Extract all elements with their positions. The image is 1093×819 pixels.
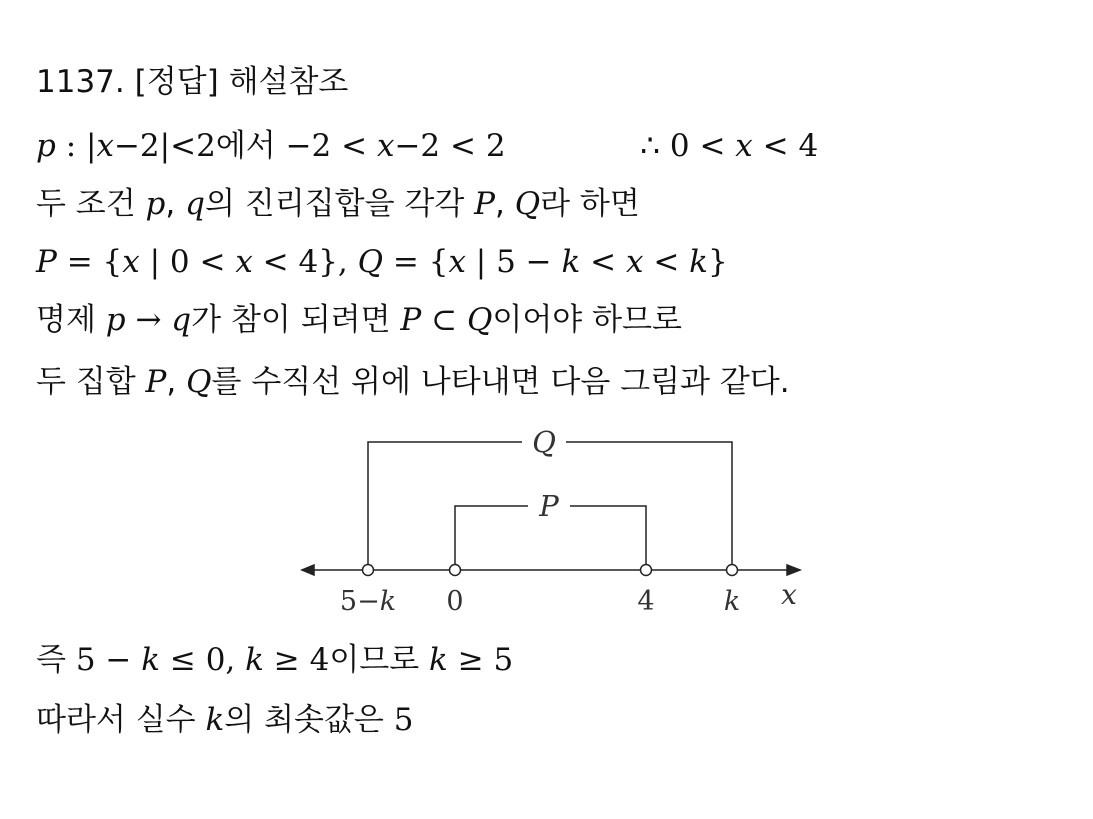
ineq-a: −2 < bbox=[285, 128, 377, 164]
text: 를 수직선 위에 나타내면 다음 그림과 같다. bbox=[211, 364, 790, 400]
set-Q: Q bbox=[466, 302, 493, 338]
open-point-k bbox=[727, 565, 738, 576]
line-inequality bbox=[36, 126, 818, 166]
text-eseo: 에서 bbox=[215, 128, 276, 164]
var-p: p bbox=[36, 128, 56, 164]
line-proposition bbox=[36, 300, 682, 340]
var-k: k bbox=[245, 642, 264, 678]
comma: , bbox=[166, 364, 187, 400]
var-x: x bbox=[626, 244, 644, 280]
text: 의 진리집합을 각각 bbox=[204, 186, 475, 222]
zero-lt: 0 < bbox=[669, 128, 736, 164]
condition: | 0 < bbox=[139, 244, 236, 280]
comma: , bbox=[494, 186, 515, 222]
line-truth-sets bbox=[36, 184, 640, 224]
line-conclusion bbox=[36, 700, 413, 740]
set-P: P bbox=[36, 244, 57, 280]
set-brace: = { bbox=[56, 244, 123, 280]
open-point-0 bbox=[450, 565, 461, 576]
var-k: k bbox=[141, 642, 161, 678]
label-Q: Q bbox=[532, 425, 556, 459]
axis-left-arrow bbox=[302, 565, 314, 575]
line-number-line-intro bbox=[36, 362, 790, 402]
var-x: x bbox=[376, 128, 395, 164]
text: 라 하면 bbox=[540, 186, 640, 222]
set-P: P bbox=[474, 186, 495, 222]
var-k: k bbox=[429, 642, 448, 678]
axis-right-arrow bbox=[787, 565, 800, 575]
minus-two: −2 bbox=[113, 128, 160, 164]
set-P-bracket-left bbox=[455, 506, 528, 565]
lt-four: < 4 bbox=[752, 128, 819, 164]
tick-label-0: 0 bbox=[446, 586, 464, 617]
text: 두 집합 bbox=[36, 364, 146, 400]
open-point-4 bbox=[641, 565, 652, 576]
label-axis-x: x bbox=[781, 578, 797, 611]
answer-value: 5 bbox=[393, 702, 414, 738]
set-P: P bbox=[145, 364, 167, 400]
condition: < bbox=[580, 244, 626, 280]
var-x: x bbox=[448, 244, 466, 280]
text: 의 최솟값은 bbox=[224, 702, 394, 738]
condition: < bbox=[643, 244, 690, 280]
text: 이므로 bbox=[329, 642, 430, 678]
text: 따라서 실수 bbox=[36, 702, 206, 738]
line-set-definitions bbox=[36, 242, 728, 282]
set-Q-bracket-right bbox=[566, 442, 732, 565]
abs-open: | bbox=[86, 128, 97, 164]
var-k: k bbox=[561, 244, 581, 280]
comma: , bbox=[165, 186, 186, 222]
set-Q-bracket-left bbox=[368, 442, 522, 565]
open-point-5-k bbox=[363, 565, 374, 576]
var-x: x bbox=[235, 244, 253, 280]
line-conditions bbox=[36, 640, 513, 680]
text: 명제 bbox=[36, 302, 106, 338]
colon: : bbox=[55, 128, 87, 164]
therefore-symbol: ∴ bbox=[640, 128, 661, 164]
var-p: p bbox=[105, 302, 126, 338]
expr: 5 − bbox=[75, 642, 142, 678]
tick-label-k: k bbox=[723, 586, 741, 617]
text: 가 참이 되려면 bbox=[191, 302, 401, 338]
set-P: P bbox=[400, 302, 422, 338]
number-line-figure bbox=[290, 420, 820, 620]
set-P-bracket-right bbox=[570, 506, 646, 565]
tick-five-k: k bbox=[379, 586, 397, 617]
solution-header bbox=[36, 62, 348, 102]
var-x: x bbox=[122, 244, 140, 280]
tick-label-4: 4 bbox=[637, 586, 655, 617]
text: 즉 bbox=[36, 642, 76, 678]
set-brace: } bbox=[707, 244, 728, 280]
ineq-b: −2 < 2 bbox=[394, 128, 506, 164]
expr: ≤ 0, bbox=[160, 642, 246, 678]
answer-tag: [정답] bbox=[134, 64, 219, 100]
var-k: k bbox=[689, 244, 708, 280]
var-q: q bbox=[185, 186, 205, 222]
set-Q: Q bbox=[514, 186, 541, 222]
tick-five: 5− bbox=[339, 586, 380, 617]
subset-symbol: ⊂ bbox=[421, 302, 467, 338]
condition: | 5 − bbox=[465, 244, 562, 280]
condition: < 4}, bbox=[252, 244, 358, 280]
var-x: x bbox=[735, 128, 753, 164]
set-brace: = { bbox=[383, 244, 449, 280]
set-Q: Q bbox=[357, 244, 384, 280]
var-q: q bbox=[171, 302, 192, 338]
var-x: x bbox=[96, 128, 114, 164]
expr: ≥ 5 bbox=[447, 642, 514, 678]
lt-two: <2 bbox=[170, 128, 216, 164]
expr: ≥ 4 bbox=[263, 642, 330, 678]
abs-close: | bbox=[159, 128, 171, 164]
answer-text: 해설참조 bbox=[228, 64, 349, 100]
problem-number: 1137. bbox=[36, 64, 125, 100]
text: 두 조건 bbox=[36, 186, 146, 222]
var-k: k bbox=[205, 702, 225, 738]
var-p: p bbox=[145, 186, 166, 222]
label-P: P bbox=[539, 489, 559, 523]
arrow: → bbox=[125, 302, 172, 338]
text: 이어야 하므로 bbox=[492, 302, 682, 338]
set-Q: Q bbox=[186, 364, 212, 400]
tick-label-5-minus-k bbox=[340, 586, 396, 617]
